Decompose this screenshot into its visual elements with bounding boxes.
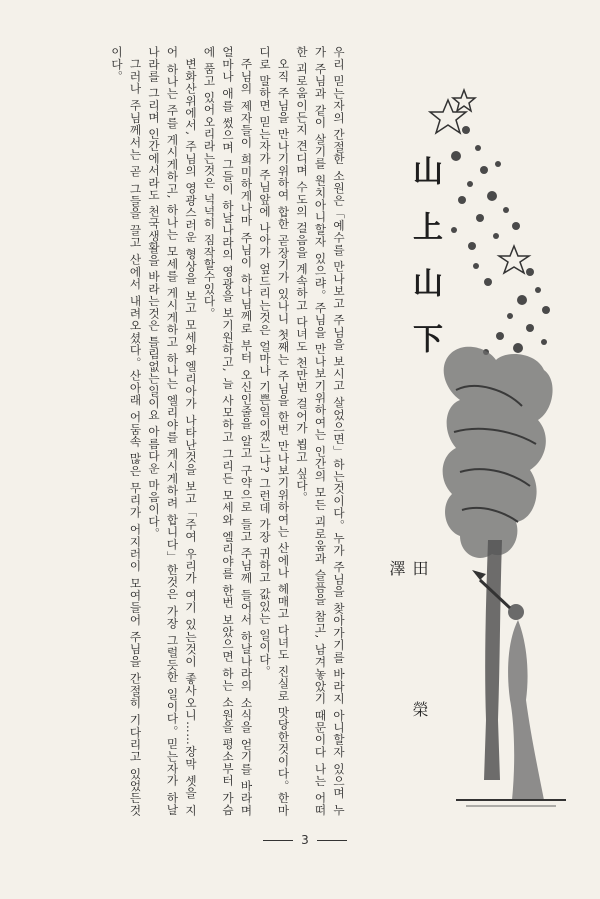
author-name: 田 榮 澤 — [387, 560, 429, 778]
paragraph: 우리 믿는자의 간절한 소원은「예수를 만나보고 주님을 보시고 살었으면」하는것이다。누가 주님을 찾아가기를 바라지 아니할자 있으며 누가 주님과 같이 살기를 원치아니할자 있으랴。주님을 만나보기위하여는 인간의 모든 괴로움과 슬픔을 참고, 남겨놓았기 때문이다 나는 어떠한 괴로움이든지 견디며 수도의 걸음을 계속하고 다녀도 천만번 걸어가 뵙고 싶다。 — [295, 46, 346, 816]
tree-illustration — [426, 60, 576, 820]
rule-right — [317, 840, 347, 841]
page-number-value: 3 — [301, 833, 309, 847]
article-title: 山上山下 — [407, 155, 442, 379]
article-body — [52, 46, 348, 816]
page-number — [250, 833, 360, 847]
paragraph: 변화산위에서, 주님의 영광스러운 형상을 보고 모세와 엘리아가 나타난것을 보고「주여 우리가 여기 있는것이 좋사오니……장막 셋을 지어 하나는 주를 게시게하고, 하나는 모세를 게시게하고 하나는 엘리야를 게시게하려 합니다」한것은 가장 그럴듯한 일이다。믿는자가 하날나라를 그리며 인간에서라도 천국생활을 바라는것은 틀림없는일이요 아름다운 마음이다。 — [147, 46, 198, 816]
rule-left — [263, 840, 293, 841]
paragraph: 그러나 주님께서는 곧 그들을 끌고 산에서 내려오셨다。산아래 어둠속 많은 무리가 어지러이 모여들어 주님을 간절히 기다리고 있었든것이다。 — [110, 46, 143, 816]
paragraph: 오직 주님을 만나기위하여 합한 곧장기가 있나니 첫째는 주님을 한번 만나보기위하여는 산에나 헤매고 다녀도 진실로 맛당한것이다。한마디로 말하면 믿는자가 주님앞에 나아가 엎드리는것은 얼마나 기쁜일이겠느냐? 그런데 가장 귀하고 값있는 일이다。 — [258, 46, 291, 816]
paragraph: 주님의 제자들이 희미하게나마 주님이 하나님께로 부터 오신인줄을 알고 구약으로 들고 주님께 들어서 하날나라의 소식을 얻기를 바라며 얼마나 애를 썼으며 그들이 하날나라의 영광을 보기원하고, 늘 사모하고 그리든 모세와 엘리야를 한번 보았으면 하는 소원을 평소부터 가슴에 품고 있어오리라는것은 넉넉히 짐작할수있다。 — [202, 46, 254, 816]
